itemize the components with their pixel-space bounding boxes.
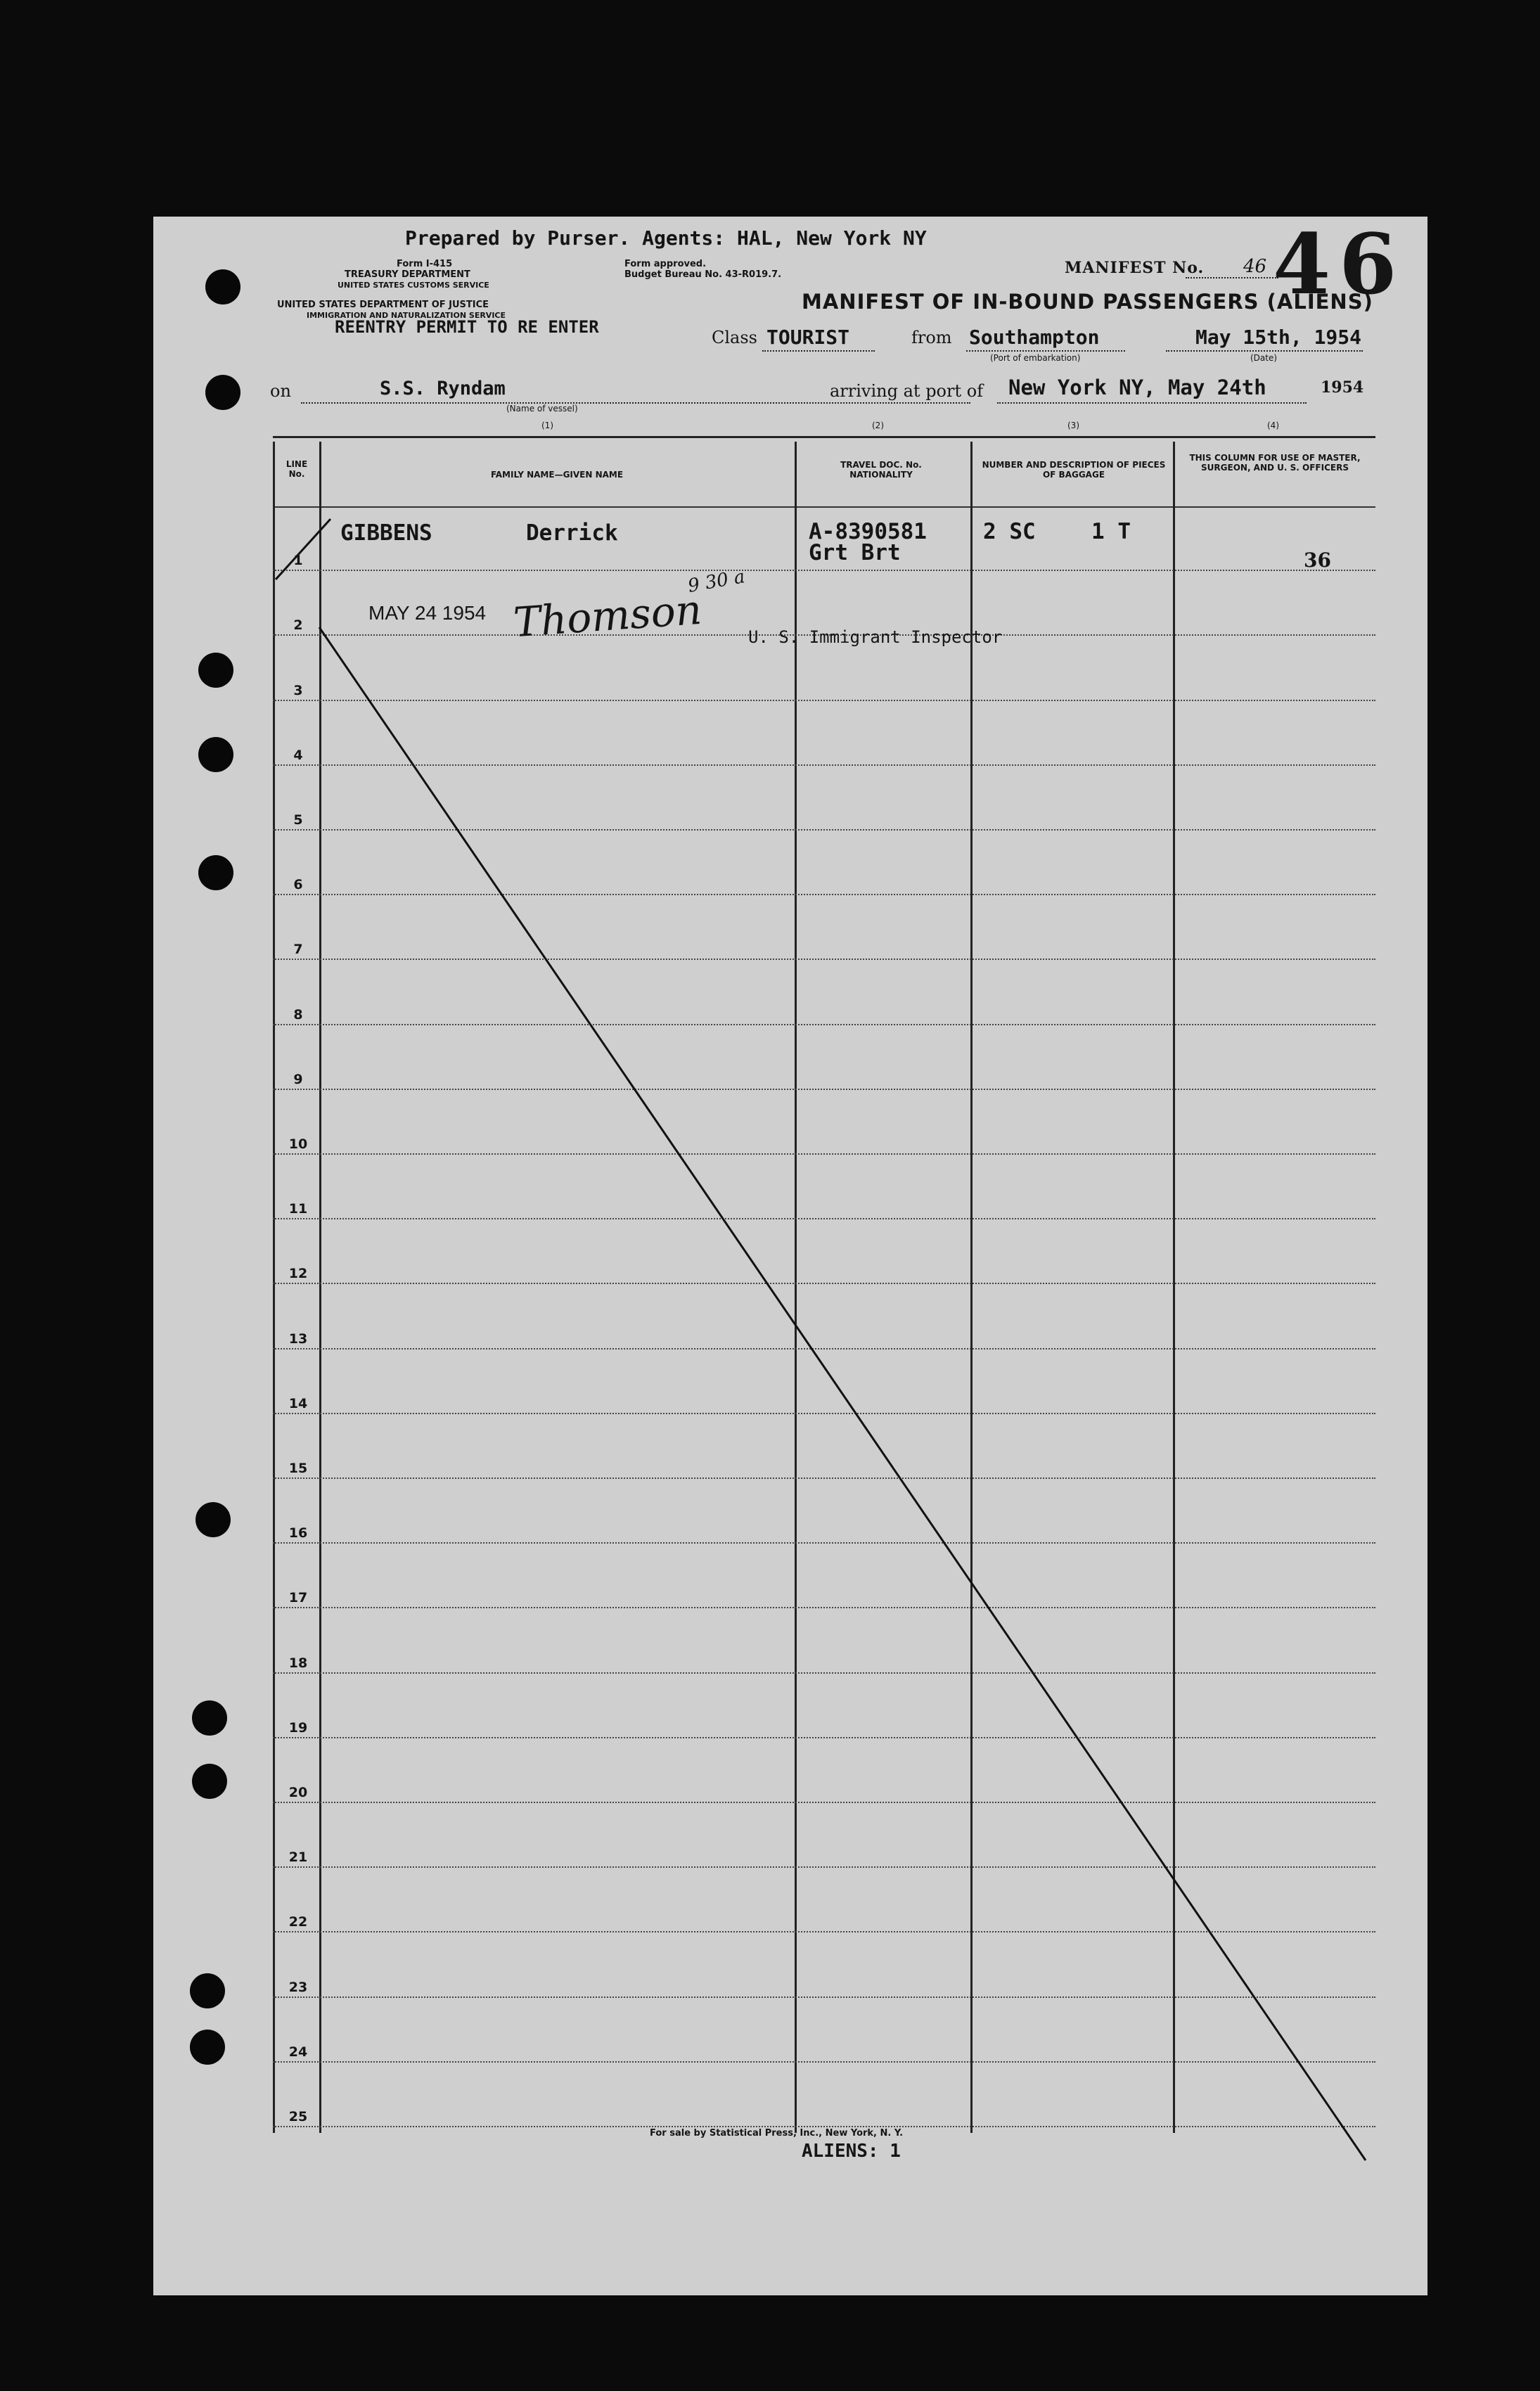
from-label: from bbox=[911, 328, 952, 347]
line-number: 21 bbox=[288, 1850, 308, 1866]
col-num-3: (3) bbox=[1067, 421, 1079, 430]
inspector-title: U. S. Immigrant Inspector bbox=[748, 627, 1003, 647]
form-number: Form I-415 bbox=[397, 259, 453, 269]
baggage-suitcases: 2 SC bbox=[983, 519, 1036, 544]
col-num-1: (1) bbox=[541, 421, 553, 430]
col-header-officers: THIS COLUMN FOR USE OF MASTER, SURGEON, AND U. S. OFFICERS bbox=[1189, 453, 1361, 473]
line-number: 6 bbox=[293, 877, 303, 893]
line-number: 3 bbox=[293, 682, 303, 698]
line-number: 7 bbox=[293, 942, 303, 958]
col-header-line-no: LINE No. bbox=[285, 459, 308, 479]
port-caption: (Port of embarkation) bbox=[990, 353, 1081, 363]
sale-note: For sale by Statistical Press, Inc., New York, N. Y. bbox=[650, 2128, 904, 2139]
arriving-label: arriving at port of bbox=[830, 381, 984, 401]
line-number: 16 bbox=[288, 1525, 308, 1541]
vessel-value: S.S. Ryndam bbox=[380, 378, 506, 399]
prepared-by-line: Prepared by Purser. Agents: HAL, New York NY bbox=[405, 226, 927, 250]
budget-bureau: Budget Bureau No. 43-R019.7. bbox=[624, 269, 782, 280]
diagonal-cancel-line bbox=[319, 627, 1366, 2160]
immigration-service: IMMIGRATION AND NATURALIZATION SERVICE bbox=[307, 311, 506, 320]
line-number: 19 bbox=[288, 1719, 308, 1736]
inspection-date-stamp: MAY 24 1954 bbox=[368, 602, 487, 624]
travel-doc-number: A-8390581 bbox=[809, 519, 927, 544]
manifest-no-handwritten: 46 bbox=[1243, 256, 1267, 277]
line-number: 25 bbox=[288, 2109, 308, 2124]
arrival-year: 1954 bbox=[1321, 378, 1364, 397]
aliens-count: ALIENS: 1 bbox=[802, 2141, 901, 2162]
cancellation-strike bbox=[153, 217, 1427, 2295]
treasury-dept: TREASURY DEPARTMENT bbox=[345, 269, 470, 280]
date-caption: (Date) bbox=[1250, 353, 1278, 363]
family-name: GIBBENS bbox=[340, 520, 432, 546]
inspection-time-mark: 9 30 a bbox=[686, 566, 747, 597]
line-number: 15 bbox=[288, 1461, 308, 1476]
line-number: 20 bbox=[288, 1785, 308, 1800]
line1-check-stroke bbox=[276, 519, 331, 579]
from-value: Southampton bbox=[969, 326, 1100, 349]
baggage-trunk: 1 T bbox=[1091, 519, 1131, 544]
line-number: 5 bbox=[293, 812, 303, 828]
line-number: 11 bbox=[288, 1201, 308, 1217]
given-name: Derrick bbox=[526, 520, 618, 546]
customs-service: UNITED STATES CUSTOMS SERVICE bbox=[338, 281, 489, 290]
manifest-no-stamp: 46 bbox=[1273, 215, 1406, 313]
form-approved: Form approved. bbox=[624, 259, 707, 269]
vessel-caption: (Name of vessel) bbox=[506, 404, 578, 414]
col-num-2: (2) bbox=[872, 421, 884, 430]
line-number: 17 bbox=[288, 1590, 308, 1606]
col-header-name: FAMILY NAME—GIVEN NAME bbox=[490, 470, 624, 480]
on-label: on bbox=[270, 381, 291, 401]
line-number: 4 bbox=[293, 747, 303, 763]
line-number: 23 bbox=[288, 1979, 308, 1995]
line-number: 24 bbox=[288, 2044, 308, 2060]
line-number: 22 bbox=[288, 1914, 308, 1930]
nationality: Grt Brt bbox=[809, 540, 901, 565]
col-num-4: (4) bbox=[1267, 421, 1279, 430]
col-header-travel-doc: TRAVEL DOC. No. NATIONALITY bbox=[840, 460, 922, 480]
inspector-signature: Thomson bbox=[511, 585, 704, 647]
manifest-sheet bbox=[153, 217, 1427, 2295]
line-number: 18 bbox=[288, 1655, 308, 1671]
class-label: Class bbox=[712, 328, 757, 347]
class-value: TOURIST bbox=[766, 326, 850, 349]
manifest-title: MANIFEST OF IN-BOUND PASSENGERS (ALIENS) bbox=[802, 290, 1373, 314]
permit-stamp: REENTRY PERMIT TO RE ENTER bbox=[335, 317, 599, 337]
arrival-value: New York NY, May 24th bbox=[1008, 376, 1266, 399]
line-number: 10 bbox=[288, 1136, 308, 1152]
line-number: 12 bbox=[288, 1266, 308, 1282]
line-number: 13 bbox=[288, 1331, 308, 1347]
line-number: 2 bbox=[293, 617, 303, 634]
line-number: 1 bbox=[293, 553, 303, 569]
date-value: May 15th, 1954 bbox=[1195, 326, 1362, 349]
justice-dept: UNITED STATES DEPARTMENT OF JUSTICE bbox=[277, 300, 489, 310]
manifest-no-label: MANIFEST No. bbox=[1065, 259, 1205, 277]
line-number: 9 bbox=[293, 1071, 303, 1087]
line-number: 14 bbox=[288, 1395, 308, 1411]
officer-mark: 36 bbox=[1304, 549, 1331, 572]
col-header-baggage: NUMBER AND DESCRIPTION OF PIECES OF BAGGAGE bbox=[982, 460, 1166, 480]
line-number: 8 bbox=[293, 1006, 303, 1023]
